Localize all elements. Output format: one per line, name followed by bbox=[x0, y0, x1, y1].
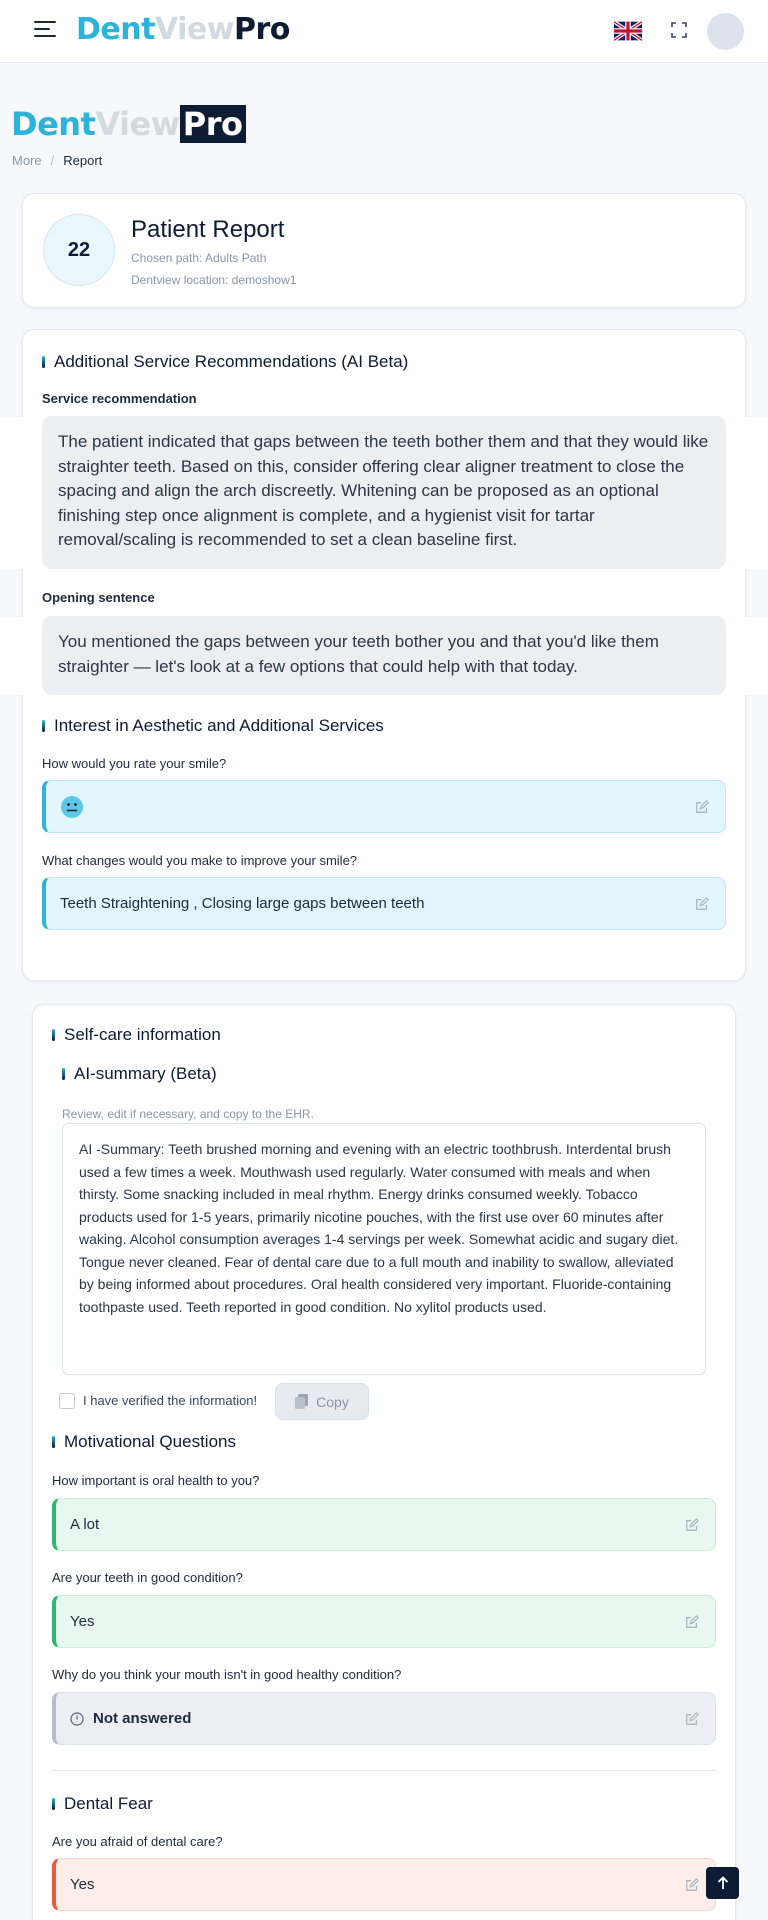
service-recommendation-text: The patient indicated that gaps between the teeth bother them and that they would like straighter teeth. Based on this, consider offering clear aligner treatment to close the spacing and align the arch discreetly. Whitening can be proposed as an optional finishing step once alignment is complete, and a hygienist visit for tartar removal/scaling is recommended to set a clean baseline first. bbox=[42, 416, 726, 569]
oral-health-importance-question: How important is oral health to you? bbox=[52, 1473, 260, 1488]
oral-health-importance-answer bbox=[52, 1498, 716, 1551]
breadcrumb-current: Report bbox=[63, 153, 103, 168]
ai-summary-hint: Review, edit if necessary, and copy to the EHR. bbox=[62, 1107, 314, 1121]
smile-rating-answer bbox=[42, 780, 726, 833]
neutral-face-icon bbox=[60, 795, 84, 819]
verified-checkbox[interactable] bbox=[59, 1393, 75, 1409]
ai-summary-textarea[interactable]: AI -Summary: Teeth brushed morning and evening with an electric toothbrush. Interdental brush used a few times a week. Mouthwash used regularly. Water consumed with meals and when thirsty. Some snacking included in meal rhythm. Energy drinks consumed weekly. Tobacco products used for 1-5 years, primarily nicotine pouches, with the first use over 60 minutes after waking. Alcohol consumption averages 1-4 servings per week. Somewhat acidic and sugary diet. Tongue never cleaned. Fear of dental care due to a full mouth and inability to swallow, alleviated by being informed about procedures. Oral health considered very important. Fluoride-containing toothpaste used. Teeth reported in good condition. No xylitol products used. bbox=[62, 1123, 706, 1375]
verified-label: I have verified the information! bbox=[83, 1393, 258, 1408]
section-divider bbox=[52, 1770, 716, 1771]
service-recommendation-label: Service recommendation bbox=[42, 391, 197, 406]
smile-improvement-value: Teeth Straightening , Closing large gaps between teeth bbox=[60, 895, 425, 912]
info-circle-icon bbox=[70, 1712, 84, 1726]
dental-fear-title: Dental Fear bbox=[52, 1794, 153, 1814]
app-logo[interactable]: DentViewPro bbox=[76, 12, 290, 47]
copy-button-label: Copy bbox=[316, 1393, 349, 1410]
edit-icon[interactable] bbox=[695, 897, 709, 911]
recommendations-title: Additional Service Recommendations (AI Beta) bbox=[42, 352, 408, 372]
user-avatar[interactable] bbox=[707, 13, 744, 50]
self-care-title: Self-care information bbox=[52, 1025, 221, 1045]
patient-card bbox=[22, 193, 746, 308]
teeth-condition-answer bbox=[52, 1595, 716, 1648]
edit-icon[interactable] bbox=[685, 1712, 699, 1726]
ai-summary-title: AI-summary (Beta) bbox=[62, 1064, 217, 1084]
edit-icon[interactable] bbox=[685, 1615, 699, 1629]
clipboard-icon bbox=[295, 1394, 308, 1409]
aesthetic-title: Interest in Aesthetic and Additional Services bbox=[42, 716, 384, 736]
edit-icon[interactable] bbox=[695, 800, 709, 814]
copy-button[interactable] bbox=[275, 1383, 369, 1420]
scroll-to-top-button[interactable] bbox=[706, 1867, 739, 1899]
breadcrumb-more[interactable]: More bbox=[12, 153, 42, 168]
page-logo: DentViewPro bbox=[11, 105, 246, 143]
dental-fear-question: Are you afraid of dental care? bbox=[52, 1834, 223, 1849]
hamburger-menu-icon[interactable] bbox=[34, 21, 56, 39]
unhealthy-reason-question: Why do you think your mouth isn't in good healthy condition? bbox=[52, 1667, 402, 1682]
arrow-up-icon bbox=[717, 1876, 729, 1890]
patient-count-badge: 22 bbox=[43, 214, 115, 286]
uk-flag-icon[interactable] bbox=[614, 21, 642, 41]
opening-sentence-label: Opening sentence bbox=[42, 590, 155, 605]
opening-sentence-text: You mentioned the gaps between your teeth bother you and that you'd like them straighter — let's look at a few options that could help with that today. bbox=[42, 616, 726, 695]
dentview-location: Dentview location: demoshow1 bbox=[131, 273, 297, 287]
edit-icon[interactable] bbox=[685, 1518, 699, 1532]
smile-improvement-question: What changes would you make to improve your smile? bbox=[42, 853, 358, 868]
dental-fear-answer bbox=[52, 1858, 716, 1911]
unhealthy-reason-value: Not answered bbox=[93, 1710, 192, 1727]
smile-rating-question: How would you rate your smile? bbox=[42, 756, 227, 771]
top-bar bbox=[0, 0, 768, 63]
smile-improvement-answer bbox=[42, 877, 726, 930]
fullscreen-icon[interactable] bbox=[671, 22, 687, 38]
oral-health-importance-value: A lot bbox=[70, 1516, 100, 1533]
dental-fear-value: Yes bbox=[70, 1876, 95, 1893]
teeth-condition-value: Yes bbox=[70, 1613, 95, 1630]
edit-icon[interactable] bbox=[685, 1878, 699, 1892]
breadcrumb: More / Report bbox=[12, 153, 103, 168]
teeth-condition-question: Are your teeth in good condition? bbox=[52, 1570, 243, 1585]
motivational-title: Motivational Questions bbox=[52, 1432, 236, 1452]
chosen-path: Chosen path: Adults Path bbox=[131, 251, 267, 265]
page-title: Patient Report bbox=[131, 216, 285, 243]
unhealthy-reason-answer bbox=[52, 1692, 716, 1745]
